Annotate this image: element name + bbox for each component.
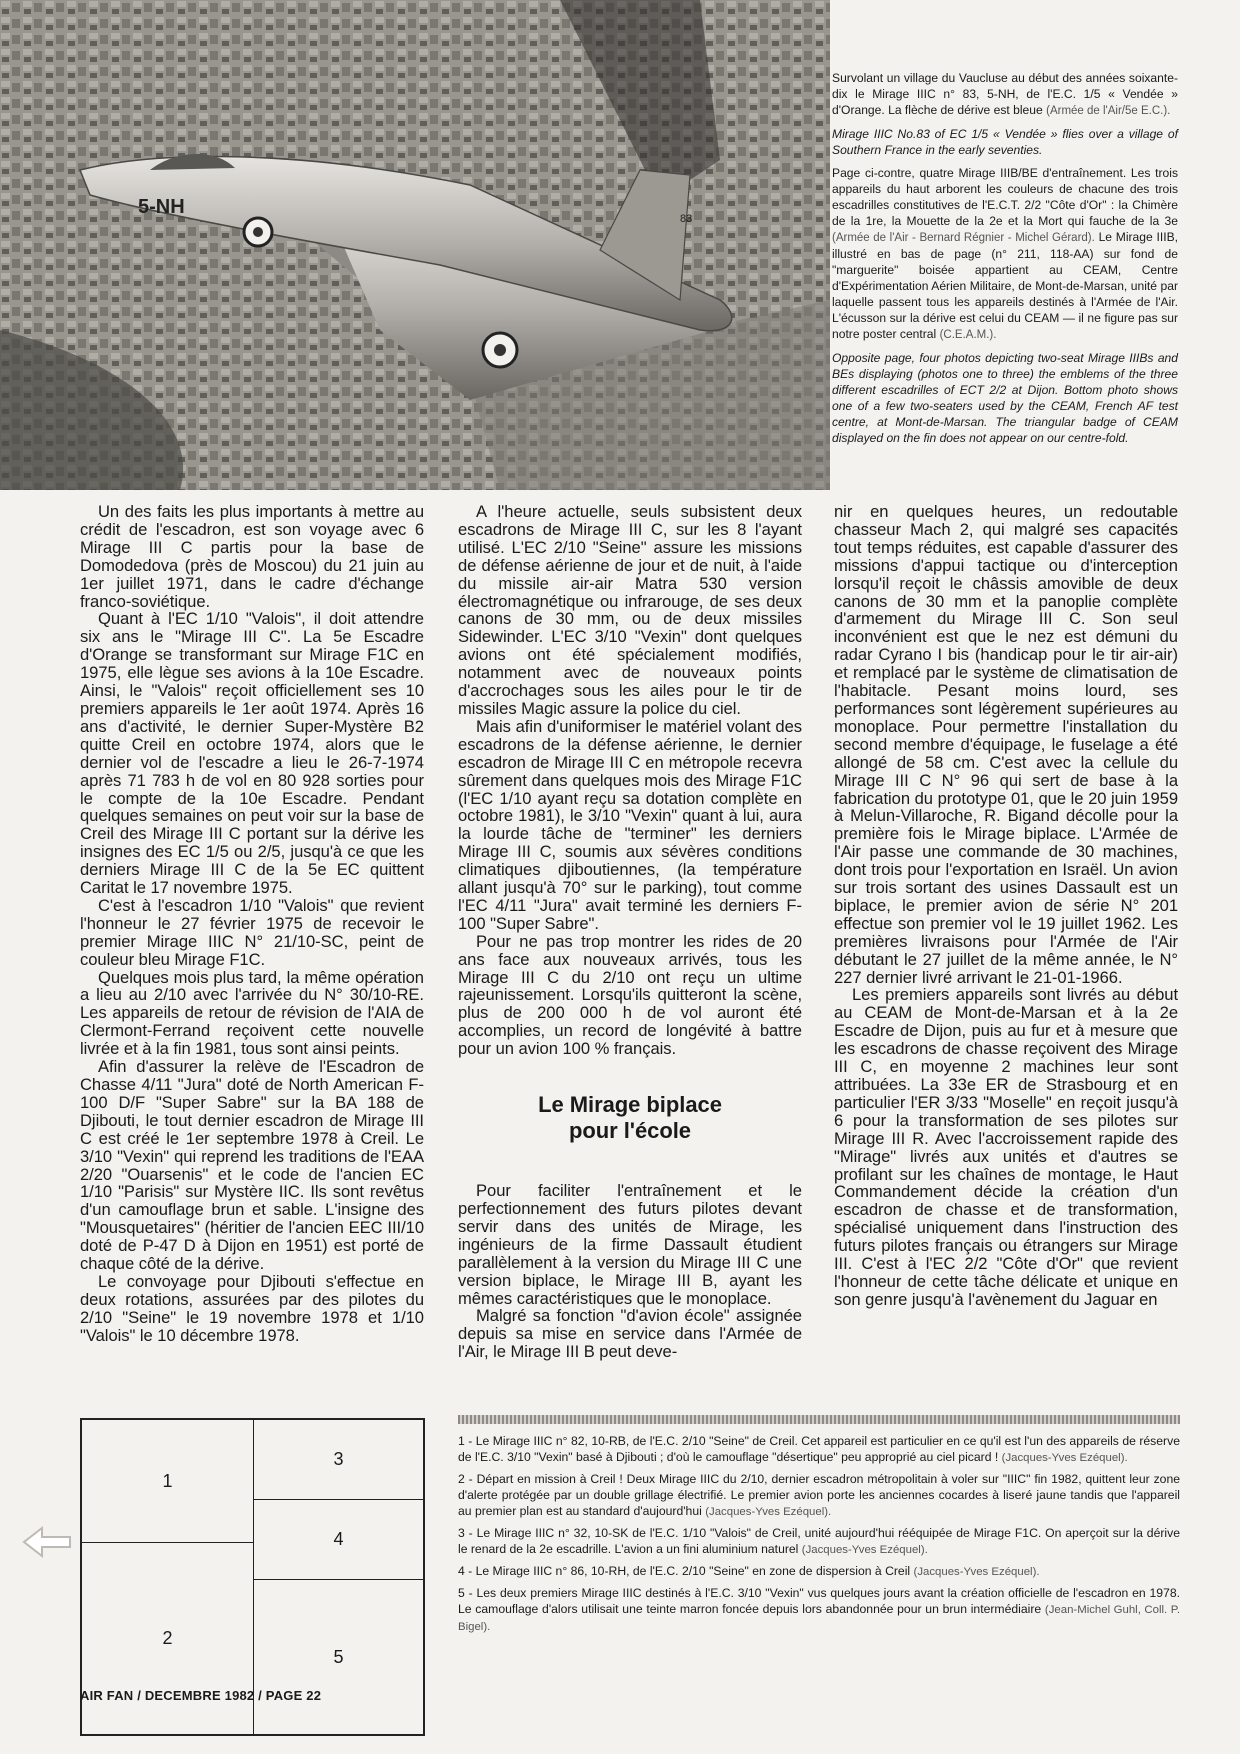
caption-item: 5 - Les deux premiers Mirage IIIC destinés à l'E.C. 3/10 "Vexin" vus quelques jours avant la création officielle de l'escadron en 1978. Le camouflage d'alors utilisait une teinte marron foncée depuis lors abandonnée pour un brun intermédiaire (Jean-Michel Guhl, Coll. P. Bigel). (458, 1586, 1180, 1633)
bottom-captions (458, 1433, 1180, 1640)
caption-item: 1 - Le Mirage IIIC n° 82, 10-RB, de l'E.C. 2/10 "Seine" de Creil. Cet appareil est particulier en ce qu'il est l'un des appareils de réserve de l'E.C. 3/10 "Vexin" basé à Djibouti ; d'où le camouflage "désertique" peu approprié au ciel picard ! (Jacques-Yves Ezéquel). (458, 1434, 1180, 1464)
caption-fr-2: Page ci-contre, quatre Mirage IIIB/BE d'entraînement. Les trois appareils du haut arborent les couleurs de chacune des trois escadrilles constitutives de l'E.C.T. 2/2 "Côte d'Or" : la Chimère de la 1re, la Mouette de la 2e et la Mort qui fauche de la 3e (Armée de l'Air - Bernard Régnier - Michel Gérard). Le Mirage IIIB, illustré en bas de page (n° 211, 118-AA) sur fond de "marguerite" boisée appartient au CEAM, Centre d'Expérimentation Aérien Militaire, de Mont-de-Marsan, unité par laquelle passent tous les appareils destinés à l'Armée de l'Air. L'écusson sur la dérive est celui du CEAM — il ne figure pas sur notre poster central (C.E.A.M.). (832, 166, 1178, 341)
paragraph: Les premiers appareils sont livrés au début au CEAM de Mont-de-Marsan et à la 2e Escadre de Dijon, puis au fur et à mesure que les escadrons de chasse reçoivent des Mirage III C, en moyenne 2 machines leur sont attribuées. La 33e ER de Strasbourg et en particulier l'ER 3/33 "Moselle" en reçoit jusqu'à 6 pour la transformation de ses pilotes sur Mirage III R. Avec l'accroissement rapide des "Mirage" livrés aux unités et d'autres se profilant sur les chaînes de montage, le Haut Commandement décide la création d'un escadron de chasse et de transformation, spécialisé uniquement dans l'instruction des futurs pilotes français ou étrangers sur Mirage III. C'est à l'EC 2/2 "Côte d'Or" que revient l'honneur de cette tâche délicate et unique en son genre jusqu'à l'avènement du Jaguar en (834, 985, 1178, 1309)
grid-cell-3: 3 (254, 1420, 423, 1500)
paragraph: C'est à l'escadron 1/10 "Valois" que revient l'honneur le 27 février 1975 de recevoir le premier Mirage IIIC N° 21/10-SC, peint de couleur bleu Mirage F1C. (80, 895, 424, 969)
grid-cell-1: 1 (82, 1420, 254, 1543)
paragraph: Le convoyage pour Djibouti s'effectue en deux rotations, assurées par des pilotes du 2/10 "Seine" le 19 novembre 1978 et 1/10 "Valois" le 10 décembre 1978. (80, 1271, 424, 1345)
paragraph: Mais afin d'uniformiser le matériel volant des escadrons de la défense aérienne, le dernier escadron de Mirage III C en métropole recevra sûrement dans quelques mois des Mirage F1C (l'EC 1/10 ayant reçu sa dotation complète en octobre 1981), le 3/10 "Vexin" quant à lui, aura la lourde tâche de "terminer" les derniers Mirage III C, soumis aux sévères conditions climatiques djiboutiennes, (la température allant jusqu'à 70° sur le parking), tout comme l'EC 4/11 "Jura" avait terminé les derniers F-100 "Super Sabre". (458, 716, 802, 933)
page-footer: AIR FAN / DECEMBRE 1982 / PAGE 22 (80, 1688, 322, 1703)
paragraph: Pour faciliter l'entraînement et le perfectionnement des futurs pilotes devant servir dans des unités de Mirage, les ingénieurs de la firme Dassault étudient parallèlement à la version du Mirage III C une version biplace, le Mirage III B, ayant les mêmes caractéristiques que le monoplace. (458, 1181, 802, 1308)
paragraph: nir en quelques heures, un redoutable chasseur Mach 2, qui malgré ses capacités tout temps réduites, est capable d'assurer des missions d'appui tactique ou d'interception lorsqu'il reçoit le châssis amovible de deux canons de 30 mm et la panoplie complète d'armement du Mirage III C. Son seul inconvénient est que le nez est démuni du radar Cyrano I bis (handicap pour le tir air-air) et remplacé par le système de climatisation de l'habitacle. Pesant moins lourd, ses performances sont légèrement supérieures au monoplace. Pour permettre l'installation du second membre d'équipage, le fuselage a été allongé de 58 cm. C'est avec la cellule du Mirage III C N° 96 qui sert de base à la fabrication du prototype 01, que le 20 juin 1959 à Melun-Villaroche, R. Bigand décolle pour la première fois le Mirage biplace. L'Armée de l'Air passe une commande de 30 machines, dont trois pour l'exportation en Israël. Un avion sur trois sortant des usines Dassault est un biplace, le premier avion de série N° 201 effectue son premier vol le 19 juillet 1962. Les premières livraisons pour l'Armée de l'Air débutant le 27 juillet de la même année, le N° 227 dernier livré arrivant le 21-01-1966. (834, 502, 1178, 987)
paragraph: Quant à l'EC 1/10 "Valois", il doit attendre six ans le "Mirage III C". La 5e Escadre d'Orange se transformant sur Mirage F1C en 1975, elle lègue ses avions à la 10e Escadre. Ainsi, le "Valois" reçoit officiellement ses 10 premiers appareils le 1er août 1974. Après 16 ans d'activité, le dernier Super-Mystère B2 quitte Creil en octobre 1974, alors que le dernier vol de l'escadre a lieu le 26-7-1974 après 71 783 h de vol en 80 928 sorties pour le compte de la 10e Escadre. Pendant quelques semaines on peut voir sur la base de Creil des Mirage III C portant sur la dérive les insignes des EC 1/5 ou 2/5, jusqu'à ce que les derniers Mirage III C de la 5e EC quittent Caritat le 17 novembre 1975. (80, 609, 424, 898)
caption-divider (458, 1415, 1180, 1424)
caption-item: 2 - Départ en mission à Creil ! Deux Mirage IIIC du 2/10, dernier escadron métropolitain à voler sur "IIIC" fin 1982, quittent leur zone d'alerte protégée par un double grillage électrifié. Le premier avion porte les anciennes cocardes à liseré jaune tandis que l'appareil au premier plan est au standard d'aujourd'hui (Jacques-Yves Ezéquel). (458, 1472, 1180, 1518)
paragraph: Quelques mois plus tard, la même opération a lieu au 2/10 avec l'arrivée du N° 30/10-RE. Les appareils de retour de révision de l'AIA de Clermont-Ferrand reçoivent cette nouvelle livrée et à la fin 1981, tous sont ainsi peints. (80, 967, 424, 1059)
paragraph: Malgré sa fonction "d'avion école" assignée depuis sa mise en service dans l'Armée de l'Air, le Mirage III B peut deve- (458, 1306, 802, 1362)
arrow-left-icon (22, 1525, 72, 1559)
grid-cell-5: 5 (333, 1646, 344, 1667)
paragraph: A l'heure actuelle, seuls subsistent deux escadrons de Mirage III C, sur les 8 l'ayant utilisé. L'EC 2/10 "Seine" assure les missions de défense aérienne de jour et de nuit, à l'aide du missile air-air Matra 530 version électromagnétique ou infrarouge, de ses deux canons de 30 mm, ou de deux missiles Sidewinder. L'EC 3/10 "Vexin" dont quelques avions ont été spécialement modifiés, notamment avec de nouveaux points d'accrochages sous les ailes pour le tir de missiles Magic assure la police du ciel. (458, 502, 802, 718)
paragraph: Afin d'assurer la relève de l'Escadron de Chasse 4/11 "Jura" doté de North American F-100 D/F "Super Sabre" sur la BA 188 de Djibouti, le tout dernier escadron de Mirage III C est créé le 1er septembre 1978 à Creil. Le 3/10 "Vexin" qui reprend les traditions de l'EAA 2/20 "Ouarsenis" et le code de l'ancien EC 1/10 "Parisis" sur Mystère IIC. Ils sont revêtus d'un camouflage brun et sable. L'insigne des "Mousquetaires" (héritier de l'ancien EEC III/10 doté de P-47 D à Dijon en 1951) est porté de chaque côté de la dérive. (80, 1057, 424, 1274)
photo-captions (832, 70, 1178, 453)
article-column-2 (458, 503, 802, 1361)
paragraph: Un des faits les plus importants à mettre au crédit de l'escadron, est son voyage avec 6 Mirage III C partis pour la base de Domodedova (près de Moscou) du 21 juin au 1er juillet 1971, dans le cadre d'échange franco-soviétique. (80, 502, 424, 611)
caption-item: 3 - Le Mirage IIIC n° 32, 10-SK de l'E.C. 1/10 "Valois" de Creil, unité aujourd'hui rééquipée de Mirage F1C. On aperçoit sur la dérive le renard de la 2e escadrille. L'avion a un fini aluminium naturel (Jacques-Yves Ezéquel). (458, 1526, 1180, 1556)
caption-fr-1: Survolant un village du Vaucluse au début des années soixante-dix le Mirage IIIC n° 83, 5-NH, de l'E.C. 1/5 « Vendée » d'Orange. La flèche de dérive est bleue (Armée de l'Air/5e E.C.). (832, 71, 1178, 117)
grid-cell-4: 4 (254, 1500, 423, 1580)
section-heading: Le Mirage biplace pour l'école (538, 1092, 722, 1144)
caption-en-1: Mirage IIIC No.83 of EC 1/5 « Vendée » flies over a village of Southern France in the early seventies. (832, 127, 1178, 157)
caption-en-2: Opposite page, four photos depicting two-seat Mirage IIIBs and BEs displaying (photos one to three) the emblems of the three different escadrilles of ECT 2/2 at Dijon. Bottom photo shows one of a few two-seaters used by the CEAM, French AF test centre, at Mont-de-Marsan. The triangular badge of CEAM displayed on the fin does not appear on our centre-fold. (832, 351, 1178, 445)
article-column-1 (80, 503, 424, 1345)
article-column-3 (834, 503, 1178, 1309)
tail-number: 83 (680, 213, 693, 225)
aircraft-illustration (0, 0, 830, 490)
aircraft-code: 5-NH (138, 196, 185, 218)
paragraph: Pour ne pas trop montrer les rides de 20 ans face aux nouveaux arrivés, tous les Mirage III C du 2/10 ont reçu un ultime rajeunissement. Lorsqu'ils quitteront la scène, plus de 200 000 h de vol auront été accomplies, un record de longévité à battre pour un avion 100 % français. (458, 931, 802, 1059)
caption-item: 4 - Le Mirage IIIC n° 86, 10-RH, de l'E.C. 2/10 "Seine" en zone de dispersion à Creil (Jacques-Yves Ezéquel). (458, 1564, 1040, 1578)
aerial-photo-mirage (0, 0, 830, 490)
grid-cell-2: 2 (82, 1543, 254, 1734)
